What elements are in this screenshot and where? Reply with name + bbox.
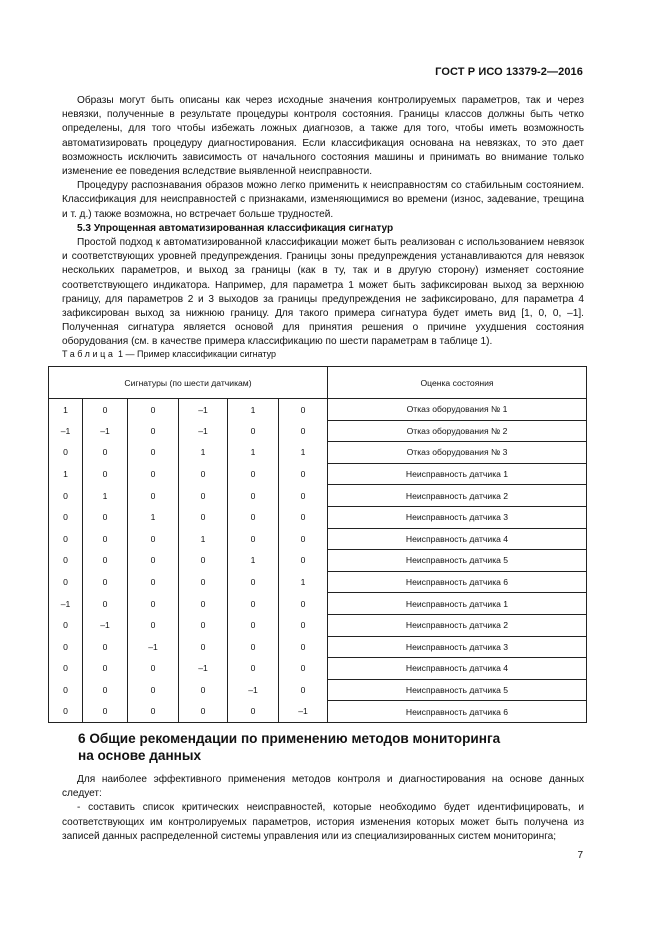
signature-cell: 0 bbox=[228, 571, 279, 593]
signature-cell: 0 bbox=[83, 463, 128, 485]
table-row bbox=[49, 442, 587, 464]
signature-cell: 0 bbox=[179, 506, 228, 528]
standard-header: ГОСТ Р ИСО 13379-2—2016 bbox=[435, 66, 583, 78]
paragraph: Образы могут быть описаны как через исходные значения контролируемых параметров, так и через невязки, полученные в результате процедуры контроля состояния. Границы классов должны быть четко определены, для того чтобы избежать ложных диагнозов, а также для того, чтобы иметь возможность автоматизировать процедуру диагностирования. Если классификация основана на невязках, то это дает возможность исключить зависимость от начального состояния машины и принимать во внимание только изменение ее поведения вследствие выявленной неисправности. bbox=[62, 95, 584, 178]
signature-cell: 0 bbox=[179, 701, 228, 723]
signature-cell: 0 bbox=[128, 485, 179, 507]
signature-cell: 0 bbox=[83, 679, 128, 701]
header-signatures: Сигнатуры (по шести датчикам) bbox=[49, 367, 328, 399]
signature-cell: 0 bbox=[279, 399, 328, 421]
signature-cell: 0 bbox=[128, 679, 179, 701]
signature-cell: 0 bbox=[228, 658, 279, 680]
section-heading-6-line2: на основе данных bbox=[78, 748, 202, 763]
assessment-cell: Неисправность датчика 6 bbox=[328, 701, 587, 723]
table-caption-title: 1 — Пример классификации сигнатур bbox=[115, 349, 277, 359]
assessment-cell: Неисправность датчика 2 bbox=[328, 614, 587, 636]
table-row bbox=[49, 571, 587, 593]
table-row bbox=[49, 614, 587, 636]
signature-cell: 0 bbox=[83, 571, 128, 593]
paragraph: Процедуру распознавания образов можно легко применить к неисправностям со стабильным состоянием. Классификация для неисправностей с признаками, изменяющимися во времени (износ, задевание, трещина и т. д.) также возможна, но встречает больше трудностей. bbox=[62, 180, 584, 220]
table-row bbox=[49, 636, 587, 658]
signature-cell: 0 bbox=[128, 399, 179, 421]
signature-cell: 1 bbox=[49, 399, 83, 421]
signature-cell: 0 bbox=[128, 614, 179, 636]
signature-cell: 0 bbox=[128, 420, 179, 442]
table-row bbox=[49, 506, 587, 528]
table-row bbox=[49, 701, 587, 723]
signature-cell: 0 bbox=[128, 550, 179, 572]
table-row bbox=[49, 528, 587, 550]
signature-cell: –1 bbox=[128, 636, 179, 658]
signature-cell: 0 bbox=[128, 701, 179, 723]
signature-cell: –1 bbox=[179, 399, 228, 421]
signature-cell: 0 bbox=[279, 463, 328, 485]
signature-cell: 0 bbox=[49, 550, 83, 572]
table-caption-word: Таблица bbox=[62, 349, 116, 359]
assessment-cell: Неисправность датчика 5 bbox=[328, 550, 587, 572]
signature-cell: 0 bbox=[128, 463, 179, 485]
signature-cell: 0 bbox=[279, 528, 328, 550]
signature-cell: 0 bbox=[279, 636, 328, 658]
signature-cell: 0 bbox=[279, 420, 328, 442]
table-row bbox=[49, 658, 587, 680]
signature-cell: 0 bbox=[83, 528, 128, 550]
signature-cell: 0 bbox=[228, 636, 279, 658]
signature-cell: –1 bbox=[179, 658, 228, 680]
table-row bbox=[49, 679, 587, 701]
table-row bbox=[49, 593, 587, 615]
signature-cell: 0 bbox=[279, 593, 328, 615]
signature-cell: 0 bbox=[128, 528, 179, 550]
signature-table-body bbox=[49, 399, 587, 723]
assessment-cell: Неисправность датчика 1 bbox=[328, 593, 587, 615]
page-number: 7 bbox=[577, 850, 583, 861]
signature-cell: 0 bbox=[49, 658, 83, 680]
assessment-cell: Отказ оборудования № 1 bbox=[328, 399, 587, 421]
signature-cell: 1 bbox=[49, 463, 83, 485]
signature-cell: 0 bbox=[83, 593, 128, 615]
assessment-cell: Неисправность датчика 3 bbox=[328, 506, 587, 528]
assessment-cell: Неисправность датчика 3 bbox=[328, 636, 587, 658]
signature-cell: –1 bbox=[228, 679, 279, 701]
signature-cell: 0 bbox=[83, 506, 128, 528]
table-row bbox=[49, 420, 587, 442]
signature-cell: 0 bbox=[83, 550, 128, 572]
assessment-cell: Отказ оборудования № 3 bbox=[328, 442, 587, 464]
signature-cell: 0 bbox=[49, 571, 83, 593]
signature-cell: 0 bbox=[83, 701, 128, 723]
signature-cell: 0 bbox=[128, 658, 179, 680]
signature-cell: 0 bbox=[228, 463, 279, 485]
signature-cell: 0 bbox=[128, 593, 179, 615]
assessment-cell: Отказ оборудования № 2 bbox=[328, 420, 587, 442]
signature-cell: 0 bbox=[228, 614, 279, 636]
signature-cell: 0 bbox=[49, 506, 83, 528]
paragraph: Простой подход к автоматизированной классификации может быть реализован с использованием невязок и соответствующих уровней предупреждения. Границы зоны предупреждения устанавливаются для невязок нескольких параметров, и выход за границы (как в ту, так и в другую сторону) изменяет состояние соответствующего индикатора. Например, для параметра 1 может быть зафиксирован выход за верхнюю границу, для параметров 2 и 3 выходов за границы предупреждения не зафиксировано, для параметра 4 зафиксирован выход за нижнюю границу. Для такого примера сигнатура будет иметь вид [1, 0, 0, –1]. Полученная сигнатура является основой для принятия решения о причине ухудшения состояния оборудования (см. в качестве примера классификацию по шести параметрам в таблице 1). bbox=[62, 237, 584, 348]
signature-table bbox=[48, 366, 587, 723]
signature-cell: 0 bbox=[179, 614, 228, 636]
signature-cell: 0 bbox=[49, 679, 83, 701]
signature-cell: –1 bbox=[83, 614, 128, 636]
signature-cell: 0 bbox=[179, 593, 228, 615]
signature-cell: 1 bbox=[179, 528, 228, 550]
signature-cell: –1 bbox=[179, 420, 228, 442]
section-heading-6 bbox=[78, 730, 500, 764]
signature-cell: 0 bbox=[228, 701, 279, 723]
signature-cell: –1 bbox=[279, 701, 328, 723]
signature-cell: 0 bbox=[179, 463, 228, 485]
signature-cell: 0 bbox=[228, 420, 279, 442]
signature-cell: 0 bbox=[279, 550, 328, 572]
signature-cell: 0 bbox=[279, 614, 328, 636]
assessment-cell: Неисправность датчика 4 bbox=[328, 658, 587, 680]
signature-cell: 0 bbox=[179, 485, 228, 507]
table-row bbox=[49, 485, 587, 507]
signature-cell: 0 bbox=[49, 442, 83, 464]
paragraph: Для наиболее эффективного применения методов контроля и диагностирования на основе данных следует: bbox=[62, 774, 584, 800]
section-5-text bbox=[62, 94, 584, 350]
signature-cell: 0 bbox=[179, 636, 228, 658]
signature-cell: 1 bbox=[228, 399, 279, 421]
assessment-cell: Неисправность датчика 1 bbox=[328, 463, 587, 485]
signature-cell: 1 bbox=[128, 506, 179, 528]
signature-cell: –1 bbox=[83, 420, 128, 442]
signature-cell: 1 bbox=[179, 442, 228, 464]
section-heading-6-line1: 6 Общие рекомендации по применению методов мониторинга bbox=[78, 731, 501, 746]
signature-cell: 1 bbox=[279, 442, 328, 464]
signature-cell: 0 bbox=[279, 485, 328, 507]
assessment-cell: Неисправность датчика 6 bbox=[328, 571, 587, 593]
signature-cell: 0 bbox=[49, 614, 83, 636]
signature-cell: 0 bbox=[49, 636, 83, 658]
signature-cell: –1 bbox=[49, 593, 83, 615]
signature-cell: 0 bbox=[128, 442, 179, 464]
section-heading-5-3: 5.3 Упрощенная автоматизированная классификация сигнатур bbox=[77, 222, 394, 234]
assessment-cell: Неисправность датчика 2 bbox=[328, 485, 587, 507]
signature-cell: 0 bbox=[279, 679, 328, 701]
table-row bbox=[49, 399, 587, 421]
signature-cell: 0 bbox=[228, 485, 279, 507]
signature-cell: 0 bbox=[279, 506, 328, 528]
signature-cell: 0 bbox=[83, 658, 128, 680]
table-row bbox=[49, 550, 587, 572]
signature-cell: 1 bbox=[83, 485, 128, 507]
section-6-text bbox=[62, 773, 584, 844]
signature-cell: 0 bbox=[228, 593, 279, 615]
bullet-item: - составить список критических неисправностей, которые необходимо будет идентифицировать, и соответствующих им контролируемых параметров, история изменения которых может быть получена из записей данных распределенной системы управления или из специализированных систем мониторинга; bbox=[62, 802, 584, 842]
signature-cell: 0 bbox=[228, 528, 279, 550]
header-assessment: Оценка состояния bbox=[328, 367, 587, 399]
signature-cell: 0 bbox=[128, 571, 179, 593]
signature-cell: 0 bbox=[228, 506, 279, 528]
signature-cell: 0 bbox=[49, 701, 83, 723]
table-row bbox=[49, 463, 587, 485]
signature-cell: 0 bbox=[83, 442, 128, 464]
signature-cell: 0 bbox=[179, 571, 228, 593]
table-caption bbox=[62, 349, 276, 359]
assessment-cell: Неисправность датчика 5 bbox=[328, 679, 587, 701]
signature-cell: 0 bbox=[179, 550, 228, 572]
signature-cell: 0 bbox=[279, 658, 328, 680]
signature-cell: 0 bbox=[179, 679, 228, 701]
signature-cell: 1 bbox=[228, 442, 279, 464]
signature-cell: 0 bbox=[83, 399, 128, 421]
signature-cell: 0 bbox=[83, 636, 128, 658]
signature-cell: 1 bbox=[279, 571, 328, 593]
signature-cell: –1 bbox=[49, 420, 83, 442]
signature-cell: 1 bbox=[228, 550, 279, 572]
signature-cell: 0 bbox=[49, 528, 83, 550]
assessment-cell: Неисправность датчика 4 bbox=[328, 528, 587, 550]
signature-cell: 0 bbox=[49, 485, 83, 507]
